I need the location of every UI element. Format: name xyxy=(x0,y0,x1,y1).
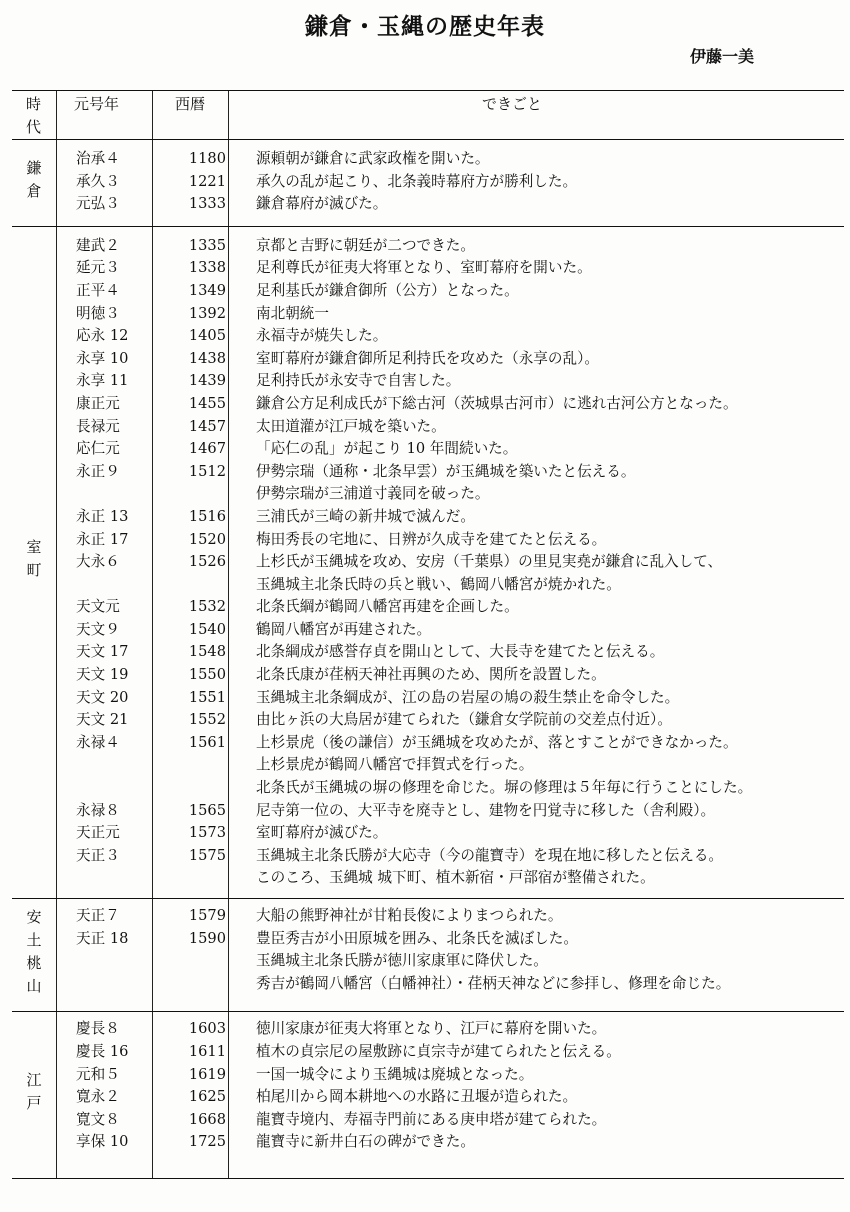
year-cell: 1180 xyxy=(188,150,226,167)
gengo-cell: 寛永２ xyxy=(76,1088,120,1106)
year-cell: 1619 xyxy=(188,1065,226,1083)
gengo-cell: 応永 12 xyxy=(76,327,129,345)
era-section xyxy=(12,140,844,227)
timeline-row xyxy=(12,348,844,371)
era-label: 江戸 xyxy=(24,1072,43,1119)
timeline-row xyxy=(12,171,844,194)
gengo-cell: 天正 18 xyxy=(76,929,129,947)
timeline-table xyxy=(12,90,844,1179)
timeline-row xyxy=(12,280,844,303)
timeline-row xyxy=(12,1018,844,1041)
event-cell: 足利基氏が鎌倉御所（公方）となった。 xyxy=(256,281,519,299)
header-event: できごと xyxy=(482,95,543,113)
table-header xyxy=(12,91,844,140)
event-cell: 一国一城令により玉縄城は廃城となった。 xyxy=(256,1065,534,1083)
timeline-row xyxy=(12,393,844,416)
year-cell: 1625 xyxy=(188,1088,226,1106)
timeline-row xyxy=(12,1041,844,1064)
timeline-row xyxy=(12,687,844,710)
gengo-cell: 永享 10 xyxy=(76,349,129,367)
era-label: 鎌倉 xyxy=(24,159,43,206)
era-section xyxy=(12,227,844,899)
year-cell: 1392 xyxy=(188,304,226,322)
event-cell: 大船の熊野神社が甘粕長俊によりまつられた。 xyxy=(256,907,563,924)
year-cell: 1349 xyxy=(188,281,226,299)
year-cell: 1575 xyxy=(188,846,226,864)
timeline-row xyxy=(12,551,844,574)
gengo-cell: 治承４ xyxy=(76,150,120,167)
timeline-row xyxy=(12,950,844,973)
year-cell: 1457 xyxy=(188,417,226,435)
gengo-cell: 元和５ xyxy=(76,1065,120,1083)
event-cell: 室町幕府が滅びた。 xyxy=(256,824,388,842)
author-name: 伊藤一美 xyxy=(689,47,754,66)
gengo-cell: 天文元 xyxy=(76,598,120,616)
timeline-row xyxy=(12,416,844,439)
year-cell: 1221 xyxy=(188,172,226,190)
year-cell: 1668 xyxy=(188,1110,226,1128)
event-cell: 三浦氏が三崎の新井城で滅んだ。 xyxy=(256,507,475,525)
timeline-row xyxy=(12,325,844,348)
gengo-cell: 応仁元 xyxy=(76,440,120,458)
gengo-cell: 天正７ xyxy=(76,907,120,924)
gengo-cell: 延元３ xyxy=(76,259,120,277)
timeline-row xyxy=(12,235,844,258)
era-section xyxy=(12,1012,844,1178)
event-cell: 京都と吉野に朝廷が二つできた。 xyxy=(256,236,475,254)
gengo-cell: 永正９ xyxy=(76,462,120,480)
event-cell: 龍寶寺境内、寿福寺門前にある庚申塔が建てられた。 xyxy=(256,1110,607,1128)
header-era-bottom: 代 xyxy=(26,118,42,136)
gengo-cell: 康正元 xyxy=(76,394,120,412)
timeline-row xyxy=(12,461,844,484)
timeline-row xyxy=(12,664,844,687)
timeline-row xyxy=(12,928,844,951)
gengo-cell: 慶長８ xyxy=(76,1020,120,1038)
gengo-cell: 永禄８ xyxy=(76,801,120,819)
gengo-cell: 天文 21 xyxy=(76,711,129,729)
year-cell: 1565 xyxy=(188,801,226,819)
event-cell: 北条綱成が感誉存貞を開山として、大長寺を建てたと伝える。 xyxy=(256,643,665,661)
year-cell: 1405 xyxy=(188,327,226,345)
timeline-row xyxy=(12,438,844,461)
event-cell: 玉縄城主北条氏勝が大応寺（今の龍寶寺）を現在地に移したと伝える。 xyxy=(256,846,724,864)
year-cell: 1526 xyxy=(188,553,226,571)
header-seireki: 西暦 xyxy=(175,95,206,113)
timeline-row xyxy=(12,596,844,619)
year-cell: 1551 xyxy=(188,688,226,706)
era-label: 安土桃山 xyxy=(24,909,43,1002)
timeline-row xyxy=(12,709,844,732)
timeline-row xyxy=(12,1131,844,1154)
event-cell: 上杉景虎が鶴岡八幡宮で拝賀式を行った。 xyxy=(256,756,534,774)
event-cell: 足利尊氏が征夷大将軍となり、室町幕府を開いた。 xyxy=(256,259,592,277)
year-cell: 1540 xyxy=(188,620,226,638)
year-cell: 1455 xyxy=(188,394,226,412)
era-section xyxy=(12,899,844,1012)
gengo-cell: 元弘３ xyxy=(76,195,120,213)
event-cell: 源頼朝が鎌倉に武家政権を開いた。 xyxy=(256,150,490,167)
event-cell: 足利持氏が永安寺で自害した。 xyxy=(256,372,461,390)
page-title: 鎌倉・玉縄の歴史年表 xyxy=(305,13,545,40)
year-cell: 1438 xyxy=(188,349,226,367)
event-cell: このころ、玉縄城 城下町、植木新宿・戸部宿が整備された。 xyxy=(256,869,655,887)
timeline-row xyxy=(12,574,844,597)
gengo-cell: 寛文８ xyxy=(76,1110,120,1128)
year-cell: 1548 xyxy=(188,643,226,661)
timeline-row xyxy=(12,303,844,326)
event-cell: 承久の乱が起こり、北条義時幕府方が勝利した。 xyxy=(256,172,578,190)
year-cell: 1590 xyxy=(188,929,226,947)
year-cell: 1335 xyxy=(188,236,226,254)
era-label: 室町 xyxy=(24,539,43,586)
gengo-cell: 天文 17 xyxy=(76,643,129,661)
event-cell: 北条氏康が荏柄天神社再興のため、関所を設置した。 xyxy=(256,666,606,684)
event-cell: 梅田秀長の宅地に、日辨が久成寺を建てたと伝える。 xyxy=(256,530,607,548)
timeline-row xyxy=(12,506,844,529)
gengo-cell: 永正 13 xyxy=(76,507,129,525)
event-cell: 由比ヶ浜の大鳥居が建てられた（鎌倉女学院前の交差点付近）。 xyxy=(256,711,672,729)
year-cell: 1512 xyxy=(188,462,226,480)
header-era-top: 時 xyxy=(26,95,42,113)
event-cell: 柏尾川から岡本耕地への水路に丑堰が造られた。 xyxy=(256,1088,578,1106)
event-cell: 豊臣秀吉が小田原城を囲み、北条氏を滅ぼした。 xyxy=(256,929,578,947)
timeline-row xyxy=(12,905,844,928)
event-cell: 徳川家康が征夷大将軍となり、江戸に幕府を開いた。 xyxy=(256,1020,607,1038)
year-cell: 1603 xyxy=(188,1020,226,1038)
gengo-cell: 永禄４ xyxy=(76,733,120,751)
gengo-cell: 天正元 xyxy=(76,824,120,842)
year-cell: 1550 xyxy=(188,666,226,684)
year-cell: 1552 xyxy=(188,711,226,729)
event-cell: 「応仁の乱」が起こり 10 年間続いた。 xyxy=(256,440,518,458)
gengo-cell: 長禄元 xyxy=(76,417,120,435)
event-cell: 室町幕府が鎌倉御所足利持氏を攻めた（永享の乱）。 xyxy=(256,349,599,367)
gengo-cell: 永享 11 xyxy=(76,372,129,390)
year-cell: 1532 xyxy=(188,598,226,616)
timeline-row xyxy=(12,1064,844,1087)
gengo-cell: 天文９ xyxy=(76,620,120,638)
event-cell: 太田道灌が江戸城を築いた。 xyxy=(256,417,446,435)
timeline-row xyxy=(12,1109,844,1132)
timeline-row xyxy=(12,193,844,216)
timeline-row xyxy=(12,1086,844,1109)
gengo-cell: 天文 20 xyxy=(76,688,129,706)
timeline-row xyxy=(12,732,844,755)
event-cell: 鎌倉公方足利成氏が下総古河（茨城県古河市）に逃れ古河公方となった。 xyxy=(256,394,738,412)
timeline-row xyxy=(12,822,844,845)
event-cell: 龍寶寺に新井白石の碑ができた。 xyxy=(256,1133,475,1151)
timeline-row xyxy=(12,754,844,777)
year-cell: 1725 xyxy=(188,1133,226,1151)
event-cell: 北条氏綱が鶴岡八幡宮再建を企画した。 xyxy=(256,598,519,616)
gengo-cell: 大永６ xyxy=(76,553,120,571)
year-cell: 1611 xyxy=(188,1042,226,1060)
event-cell: 植木の貞宗尼の屋敷跡に貞宗寺が建てられたと伝える。 xyxy=(256,1042,621,1060)
gengo-cell: 正平４ xyxy=(76,281,120,299)
timeline-row xyxy=(12,973,844,996)
event-cell: 鎌倉幕府が滅びた。 xyxy=(256,195,388,213)
gengo-cell: 建武２ xyxy=(76,236,120,254)
year-cell: 1579 xyxy=(188,907,226,924)
gengo-cell: 承久３ xyxy=(76,172,120,190)
event-cell: 南北朝統一 xyxy=(256,304,329,322)
gengo-cell: 慶長 16 xyxy=(76,1042,129,1060)
year-cell: 1439 xyxy=(188,372,226,390)
timeline-row xyxy=(12,529,844,552)
timeline-row xyxy=(12,148,844,171)
year-cell: 1338 xyxy=(188,259,226,277)
gengo-cell: 永正 17 xyxy=(76,530,129,548)
event-cell: 玉縄城主北条氏時の兵と戦い、鶴岡八幡宮が焼かれた。 xyxy=(256,575,621,593)
year-cell: 1573 xyxy=(188,824,226,842)
timeline-row xyxy=(12,257,844,280)
timeline-row xyxy=(12,777,844,800)
event-cell: 伊勢宗瑞が三浦道寸義同を破った。 xyxy=(256,485,490,503)
year-cell: 1467 xyxy=(188,440,226,458)
year-cell: 1520 xyxy=(188,530,226,548)
event-cell: 玉縄城主北条氏勝が徳川家康軍に降伏した。 xyxy=(256,952,548,970)
timeline-row xyxy=(12,370,844,393)
year-cell: 1561 xyxy=(188,733,226,751)
timeline-row xyxy=(12,867,844,890)
event-cell: 鶴岡八幡宮が再建された。 xyxy=(256,620,432,638)
year-cell: 1333 xyxy=(188,195,226,213)
event-cell: 尼寺第一位の、大平寺を廃寺とし、建物を円覚寺に移した（舎利殿）。 xyxy=(256,801,716,819)
event-cell: 玉縄城主北条綱成が、江の島の岩屋の鳩の殺生禁止を命令した。 xyxy=(256,688,680,706)
timeline-row xyxy=(12,845,844,868)
timeline-row xyxy=(12,800,844,823)
timeline-row xyxy=(12,483,844,506)
event-cell: 北条氏が玉縄城の塀の修理を命じた。塀の修理は５年毎に行うことにした。 xyxy=(256,779,753,797)
gengo-cell: 天文 19 xyxy=(76,666,129,684)
year-cell: 1516 xyxy=(188,507,226,525)
gengo-cell: 享保 10 xyxy=(76,1133,129,1151)
event-cell: 永福寺が焼失した。 xyxy=(256,327,388,345)
event-cell: 上杉景虎（後の謙信）が玉縄城を攻めたが、落とすことができなかった。 xyxy=(256,733,738,751)
event-cell: 伊勢宗瑞（通称・北条早雲）が玉縄城を築いたと伝える。 xyxy=(256,462,636,480)
timeline-row xyxy=(12,641,844,664)
event-cell: 秀吉が鶴岡八幡宮（白幡神社）・荏柄天神などに参拝し、修理を命じた。 xyxy=(256,974,731,992)
timeline-row xyxy=(12,619,844,642)
event-cell: 上杉氏が玉縄城を攻め、安房（千葉県）の里見実堯が鎌倉に乱入して、 xyxy=(256,553,723,571)
header-gengo: 元号年 xyxy=(74,95,120,113)
gengo-cell: 明徳３ xyxy=(76,304,120,322)
gengo-cell: 天正３ xyxy=(76,846,120,864)
